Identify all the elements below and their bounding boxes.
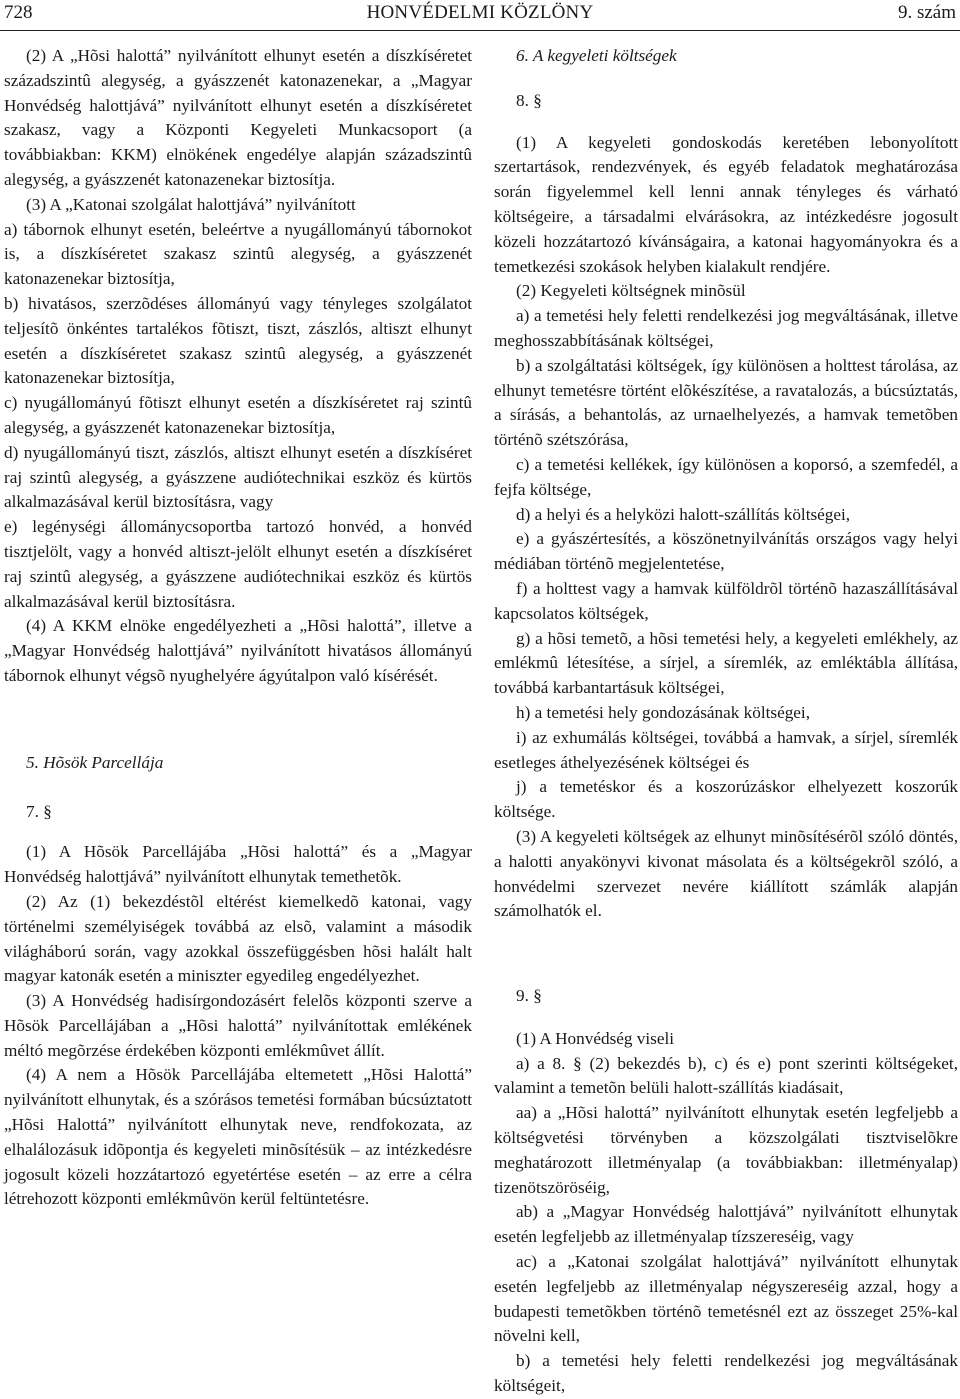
list-item: e) legénységi állománycsoportba tartozó honvéd, a honvéd tisztjelölt, vagy a honvéd altiszt-jelölt elhunyt esetén a díszkíséret raj szintû alegység, a gyászzene audiótechnikai eszköz és kürtös alkalmazásával kerül biztosításra. (4, 517, 472, 611)
section-title: 6. A kegyeleti költségek (516, 46, 677, 65)
list-item: c) nyugállományú fõtiszt elhunyt esetén a díszkíséretet raj szintû alegység, a gyászzenét katonazenekar biztosítja, (4, 393, 472, 437)
section-title: 5. Hõsök Parcellája (26, 752, 164, 772)
page-header (0, 0, 960, 31)
paragraph-number: 7. § (26, 801, 52, 821)
list-item: ac) a „Katonai szolgálat halottjává” nyilvánított elhunytak esetén legfeljebb az illetményalap négyszereséig azzal, hogy a budapesti temetõkben történõ temetésnél ezt az összeget 25%-kal növelni kell, (494, 1252, 958, 1346)
list-item: a) a 8. § (2) bekezdés b), c) és e) pont szerinti költségeket, valamint a temetõn belüli halott-szállítás kiadásait, (494, 1053, 958, 1098)
paragraph: (2) A „Hõsi halottá” nyilvánított elhunyt esetén a díszkíséretet századszintû alegység, a gyászzenét katonazenekar, a „Magyar Honvédség halottjává” nyilvánított elhunyt esetén a díszkíséretet szakasz, vagy a Központi Kegyeleti Munkacsoport (a továbbiakban: KKM) elnökének engedélye alapján századszintû alegység, a gyászzenét katonazenekar biztosítja. (4, 46, 472, 189)
list-item: g) a hõsi temetõ, a hõsi temetési hely, a kegyeleti emlékhely, az emlékmû létesítése, a sírjel, a síremlék, az emléktábla állítása, továbbá karbantartásuk költségei, (494, 628, 958, 698)
paragraph-number: 9. § (516, 986, 542, 1006)
list-item: d) nyugállományú tiszt, zászlós, altiszt elhunyt esetén a díszkíséret raj szintû alegység, a gyászzene audiótechnikai eszköz és kürtös alkalmazásával kerül biztosításra, vagy (4, 442, 472, 512)
paragraph: (1) A kegyeleti gondoskodás keretében lebonyolított szertartások, rendezvények, és egyéb feladatok meghatározása során figyelemmel kell lenni annak tényleges és várható költségeire, a társadalmi elvárásokra, az intézkedésre jogosult közeli hozzátartozó kívánságaira, a katonai hagyományokra és a temetkezési szokások helyben kialakult rendjére. (494, 132, 958, 276)
paragraph: (1) A Hõsök Parcellájába „Hõsi halottá” és a „Magyar Honvédség halottjává” nyilvánított elhunytak temethetõk. (4, 842, 472, 887)
list-item: b) hivatásos, szerzõdéses állományú vagy tényleges szolgálatot teljesítõ önkéntes tartalékos fõtiszt, tiszt, zászlós, altiszt elhunyt esetén a díszkíséretet szakasz szintû alegység, a gyászzenét katonazenekar biztosítja, (4, 293, 472, 388)
list-item: e) a gyászértesítés, a köszönetnyilvánítás országos vagy helyi médiában történõ megjelentetése, (494, 529, 958, 574)
right-column (494, 44, 958, 1399)
list-item: aa) a „Hõsi halottá” nyilvánított elhunytak esetén legfeljebb a költségvetési törvényben a közszolgálati tisztviselõkre meghatározott illetményalap (a továbbiakban: illetményalap) tizenötszöröséig, (494, 1103, 958, 1197)
list-item: h) a temetési hely gondozásának költségei, (516, 702, 811, 722)
list-item: j) a temetéskor és a koszorúzáskor elhelyezett koszorúk költsége. (494, 777, 958, 822)
journal-title: HONVÉDELMI KÖZLÖNY (366, 2, 594, 23)
list-item: c) a temetési kellékek, így különösen a koporsó, a szemfedél, a fejfa költsége, (494, 454, 958, 499)
paragraph: (3) A kegyeleti költségek az elhunyt minõsítésérõl szóló döntés, a halotti anyakönyvi kivonat másolata és a költségekrõl szóló, a honvédelmi szervezet nevére kiállított számlák alapján számolhatók el. (494, 826, 958, 921)
list-item: a) tábornok elhunyt esetén, beleértve a nyugállományú tábornokot is, a díszkíséretet szakasz szintû alegység, a gyászzenét katonazenekar biztosítja, (4, 219, 472, 289)
list-item: d) a helyi és a helyközi halott-szállítás költségei, (516, 504, 851, 524)
paragraph: (1) A Honvédség viseli (516, 1028, 675, 1048)
paragraph-number: 8. § (516, 90, 542, 110)
page-number: 728 (4, 2, 33, 23)
paragraph: (4) A nem a Hõsök Parcellájába eltemetett „Hõsi Halottá” nyilvánított elhunytak, és a szórásos temetési formában búcsúztatott „Hõsi Halottá” nyilvánított elhunytak neve, rendfokozata, az elhalálozásuk idõpontja és kegyeleti minõsítésük – az intézkedésre jogosult közeli hozzátartozó egyetértése esetén – az erre a célra létrehozott központi emlékmûvön kerül feltüntetésre. (4, 1065, 472, 1209)
paragraph: (3) A „Katonai szolgálat halottjává” nyilvánított (26, 194, 356, 214)
list-item: b) a temetési hely feletti rendelkezési jog megváltásának költségeit, (494, 1351, 958, 1396)
list-item: a) a temetési hely feletti rendelkezési jog megváltásának, illetve meghosszabbításának költségei, (494, 306, 958, 350)
issue-number: 9. szám (897, 2, 956, 23)
paragraph: (4) A KKM elnöke engedélyezheti a „Hõsi halottá”, illetve a „Magyar Honvédség halottjává” nyilvánított hivatásos állományú tábornok elhunyt végsõ nyughelyére ágyútalpon való kísérését. (4, 616, 472, 685)
paragraph: (2) Kegyeleti költségnek minõsül (516, 281, 746, 301)
list-item: i) az exhumálás költségei, továbbá a hamvak, a sírjel, síremlék esetleges áthelyezésének költségei és (494, 727, 958, 772)
paragraph: (2) Az (1) bekezdéstõl eltérést kiemelkedõ katonai, vagy történelmi személyiségek továbbá az elsõ, valamint a második világháború során, vagy azokkal összefüggésben hõsi halált halt magyar katonák esetén a miniszter egyedileg engedélyezhet. (4, 891, 472, 986)
left-column (4, 44, 472, 1212)
list-item: b) a szolgáltatási költségek, így különösen a holttest tárolása, az elhunyt temetésre történt elõkészítése, a ravatalozás, a búcsúztatás, a sírásás, a behantolás, az urnaelhelyezés, a hamvak temetõben történõ szétszórása, (494, 355, 958, 450)
list-item: ab) a „Magyar Honvédség halottjává” nyilvánított elhunytak esetén legfeljebb az illetményalap tízszereséig, vagy (494, 1202, 958, 1247)
list-item: f) a holttest vagy a hamvak külföldrõl történõ hazaszállításával kapcsolatos költségek, (494, 578, 958, 623)
paragraph: (3) A Honvédség hadisírgondozásért felelõs központi szerve a Hõsök Parcellájában a „Hõsi halottá” nyilvánítottak emlékének méltó megõrzése érdekében központi emlékmûvet állít. (4, 991, 472, 1060)
